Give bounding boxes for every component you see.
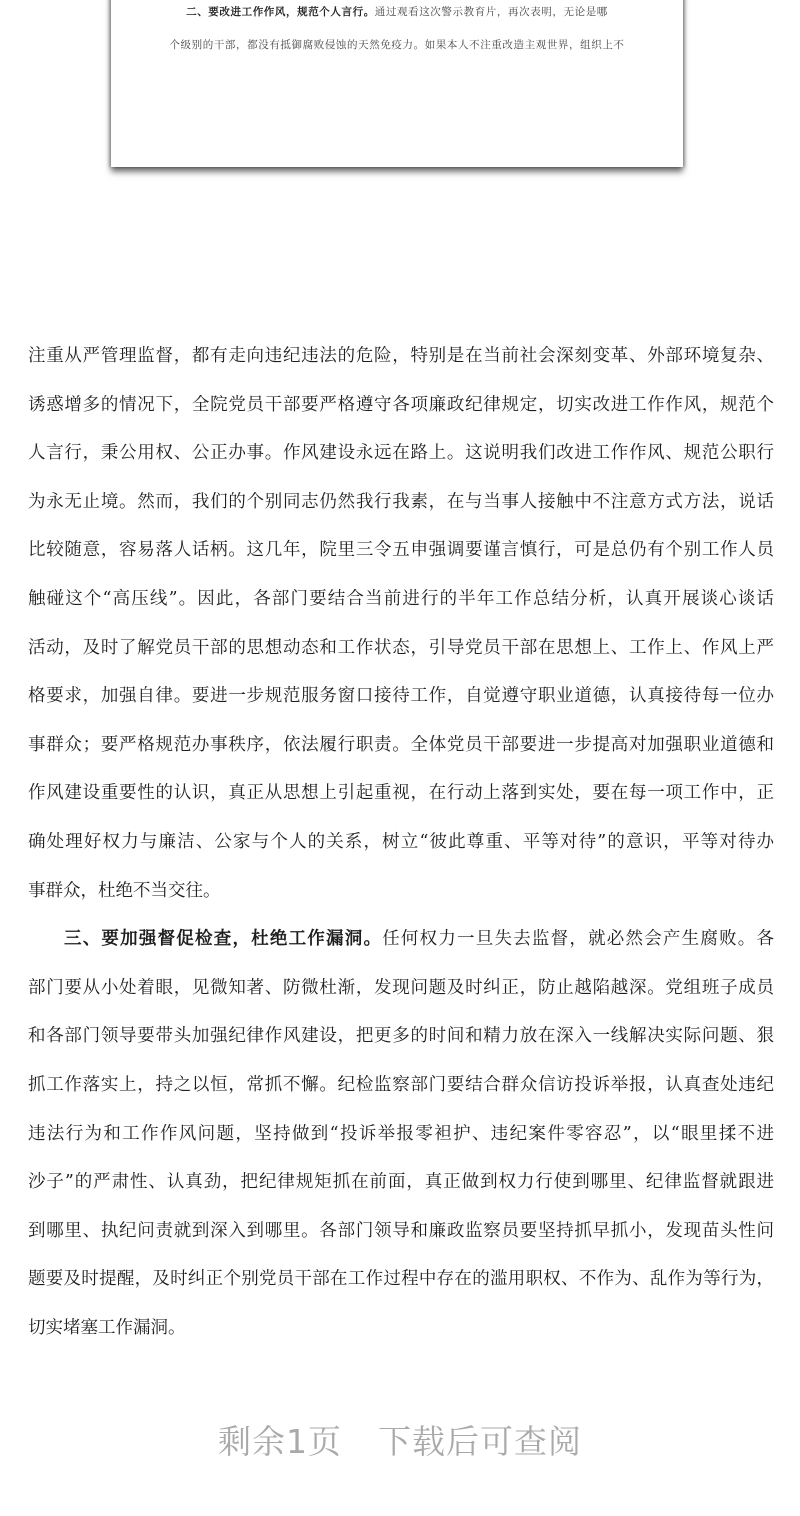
text-line: 确处理好权力与廉洁、公家与个人的关系，树立“彼此尊重、平等对待”的意识，平等对待办 [28, 831, 774, 852]
download-to-view-label: 下载后可查阅 [378, 1422, 582, 1461]
preview-line-2: 个级别的干部，都没有抵御腐败侵蚀的天然免疫力。如果本人不注重改造主观世界，组织上不 [169, 39, 625, 51]
text-line: 和各部门领导要带头加强纪律作风建设，把更多的时间和精力放在深入一线解决实际问题、狠 [28, 1026, 774, 1047]
text-line: 触碰这个“高压线”。因此，各部门要结合当前进行的半年工作总结分析，认真开展谈心谈话 [28, 588, 774, 609]
section-three-heading: 三、要加强督促检查，杜绝工作漏洞。 [64, 929, 383, 950]
text-line: 诱惑增多的情况下，全院党员干部要严格遵守各项廉政纪律规定，切实改进工作作风，规范个 [28, 394, 774, 415]
text-line: 事群众，杜绝不当交往。 [28, 880, 221, 901]
text-line: 事群众；要严格规范办事秩序，依法履行职责。全体党员干部要进一步提高对加强职业道德和 [28, 734, 774, 755]
text-line: 注重从严管理监督，都有走向违纪违法的危险，特别是在当前社会深刻变革、外部环境复杂、 [28, 346, 774, 366]
text-line: 抓工作落实上，持之以恒，常抓不懈。纪检监察部门要结合群众信访投诉举报，认真查处违纪 [28, 1074, 774, 1095]
text-line: 违法行为和工作作风问题，坚持做到“投诉举报零袒护、违纪案件零容忍”，以“眼里揉不进 [28, 1123, 774, 1144]
document-body [28, 341, 774, 1361]
document-preview-card [111, 0, 683, 167]
text-line: 人言行，秉公用权、公正办事。作风建设永远在路上。这说明我们改进工作作风、规范公职行 [28, 443, 774, 464]
preview-line-1 [111, 4, 683, 19]
text-line: 为永无止境。然而，我们的个别同志仍然我行我素，在与当事人接触中不注意方式方法，说话 [28, 491, 774, 512]
download-prompt[interactable] [0, 1416, 800, 1463]
text-line: 作风建设重要性的认识，真正从思想上引起重视，在行动上落到实处，要在每一项工作中，正 [28, 783, 774, 804]
text-line: 沙子”的严肃性、认真劲，把纪律规矩抓在前面，真正做到权力行使到哪里、纪律监督就跟进 [28, 1172, 774, 1193]
text-line: 题要及时提醒，及时纠正个别党员干部在工作过程中存在的滥用职权、不作为、乱作为等行为， [28, 1269, 774, 1290]
text-line: 到哪里、执纪问责就到深入到哪里。各部门领导和廉政监察员要坚持抓早抓小，发现苗头性问 [28, 1220, 774, 1241]
section-three-text: 任何权力一旦失去监督，就必然会产生腐败。各 [382, 929, 774, 950]
text-line: 切实堵塞工作漏洞。 [28, 1317, 186, 1338]
remaining-pages-label: 剩余1页 [218, 1422, 342, 1461]
text-line: 部门要从小处着眼，见微知著、防微杜渐，发现问题及时纠正，防止越陷越深。党组班子成员 [28, 977, 774, 998]
preview-text: 通过观看这次警示教育片，再次表明，无论是哪 [374, 6, 608, 18]
text-line: 活动，及时了解党员干部的思想动态和工作状态，引导党员干部在思想上、工作上、作风上严 [28, 637, 774, 658]
text-line: 格要求，加强自律。要进一步规范服务窗口接待工作，自觉遵守职业道德，认真接待每一位办 [28, 686, 774, 707]
text-line: 比较随意，容易落人话柄。这几年，院里三令五申强调要谨言慎行，可是总仍有个别工作人员 [28, 540, 774, 561]
section-three-first-line [28, 924, 774, 973]
preview-heading: 二、要改进工作作风，规范个人言行。 [186, 6, 375, 18]
